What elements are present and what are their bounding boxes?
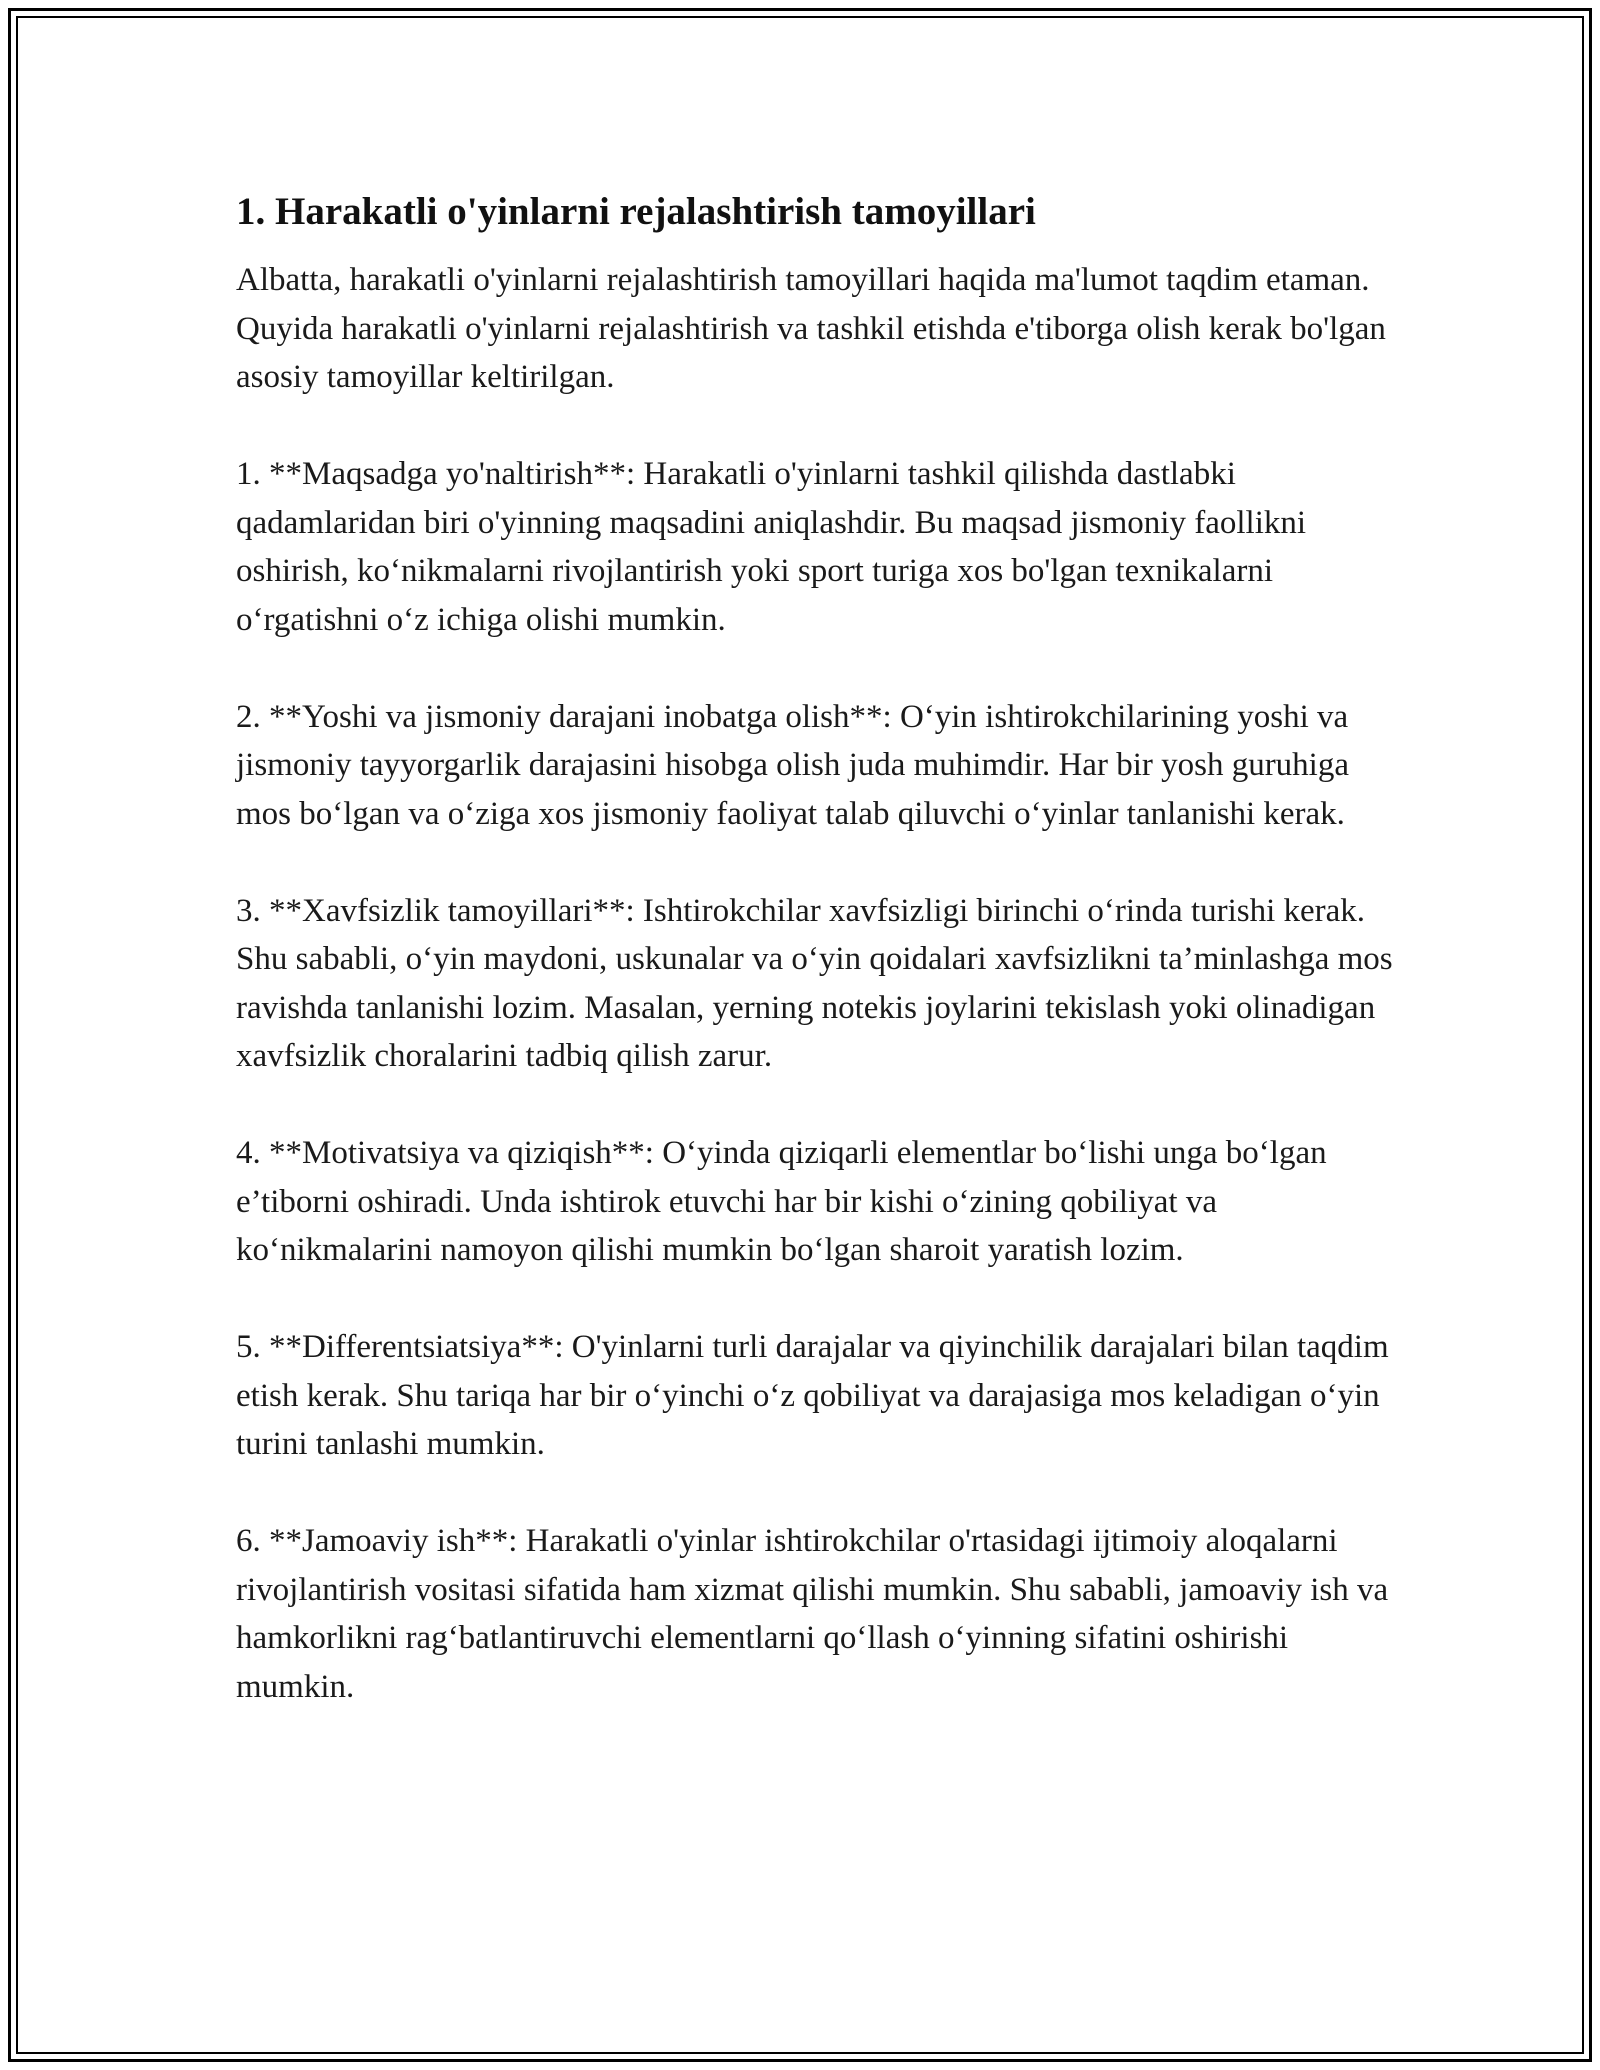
list-item: 2. **Yoshi va jismoniy darajani inobatga olish**: O‘yin ishtirokchilarining yoshi va jismoniy tayyorgarlik darajasini hisobga olish juda muhimdir. Har bir yosh guruhiga mos bo‘lgan va o‘ziga xos jismoniy faoliyat talab qiluvchi o‘yinlar tanlanishi kerak. <box>236 698 1349 832</box>
list-item: 3. **Xavfsizlik tamoyillari**: Ishtirokchilar xavfsizligi birinchi o‘rinda turishi kerak. Shu sababli, o‘yin maydoni, uskunalar va o‘yin qoidalari xavfsizlikni ta’minlashga mos ravishda tanlanishi lozim. Masalan, yerning notekis joylarini tekislash yoki olinadigan xavfsizlik choralarini tadbiq qilish zarur. <box>236 892 1393 1074</box>
list-item: 6. **Jamoaviy ish**: Harakatli o'yinlar ishtirokchilar o'rtasidagi ijtimoiy aloqalarni rivojlantirish vositasi sifatida ham xizmat qilishi mumkin. Shu sababli, jamoaviy ish va hamkorlikni rag‘batlantiruvchi elementlarni qo‘llash o‘yinning sifatini oshirishi mumkin. <box>236 1523 1389 1705</box>
document-body <box>236 186 1406 1760</box>
document-title: 1. Harakatli o'yinlarni rejalashtirish tamoyillari <box>236 190 1036 233</box>
intro-paragraph: Albatta, harakatli o'yinlarni rejalashtirish tamoyillari haqida ma'lumot taqdim etaman. Quyida harakatli o'yinlarni rejalashtirish va tashkil etishda e'tiborga olish kerak bo'lgan asosiy tamoyillar keltirilgan. <box>236 262 1386 395</box>
list-item: 1. **Maqsadga yo'naltirish**: Harakatli o'yinlarni tashkil qilishda dastlabki qadamlaridan biri o'yinning maqsadini aniqlashdir. Bu maqsad jismoniy faollikni oshirish, ko‘nikmalarni rivojlantirish yoki sport turiga xos bo'lgan texnikalarni o‘rgatishni o‘z ichiga olishi mumkin. <box>236 456 1307 638</box>
list-item: 5. **Differentsiatsiya**: O'yinlarni turli darajalar va qiyinchilik darajalari bilan taqdim etish kerak. Shu tariqa har bir o‘yinchi o‘z qobiliyat va darajasiga mos keladigan o‘yin turini tanlashi mumkin. <box>236 1329 1389 1462</box>
list-item: 4. **Motivatsiya va qiziqish**: O‘yinda qiziqarli elementlar bo‘lishi unga bo‘lgan e’tiborni oshiradi. Unda ishtirok etuvchi har bir kishi o‘zining qobiliyat va ko‘nikmalarini namoyon qilishi mumkin bo‘lgan sharoit yaratish lozim. <box>236 1135 1327 1268</box>
